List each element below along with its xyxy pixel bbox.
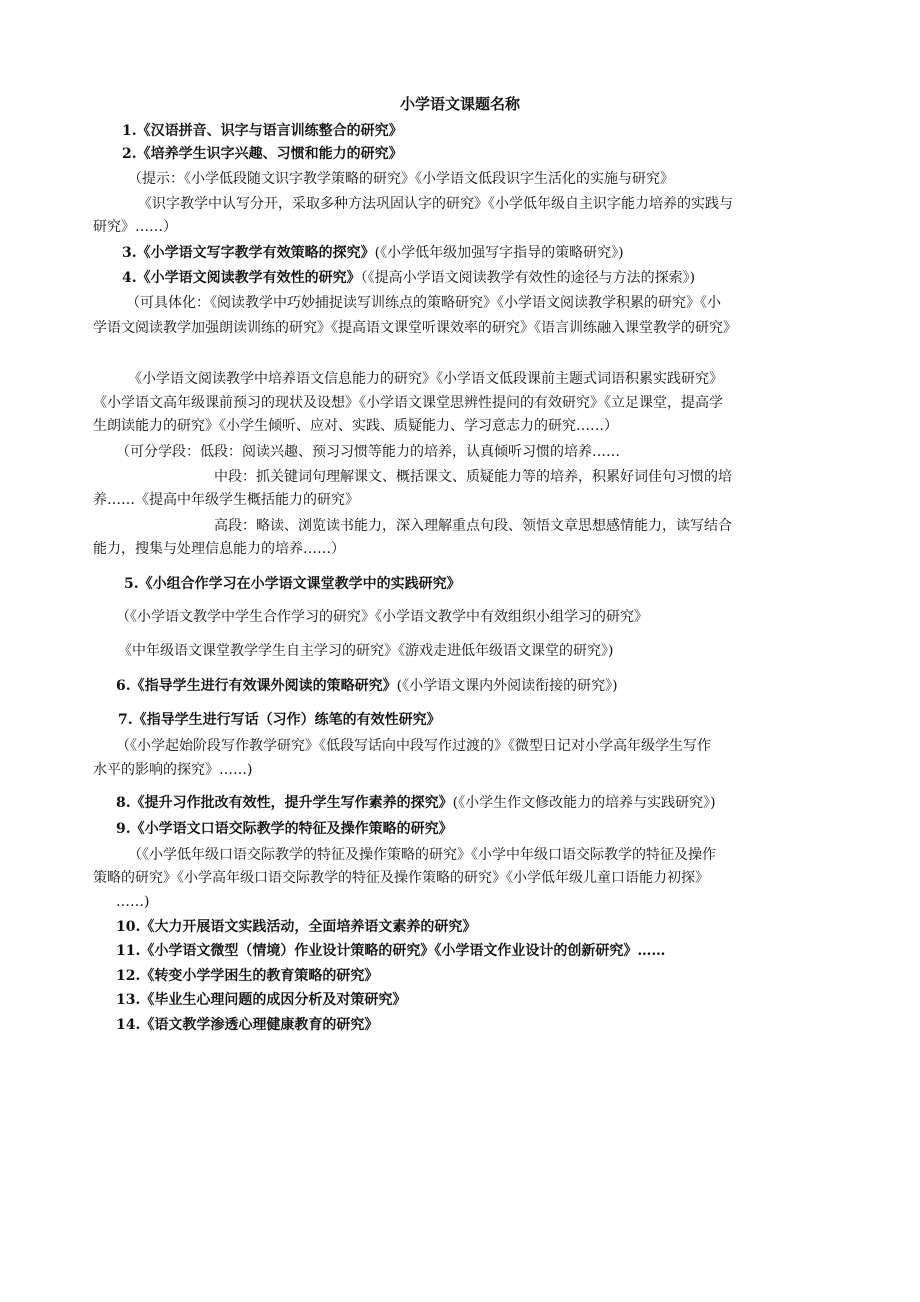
topic-2-hint-line2: 《识字教学中认写分开，采取多种方法巩固认字的研究》《小学低年级自主识字能力培养的实践与: [138, 196, 733, 212]
stage-mid-line2: 养……《提高中年级学生概括能力的研究》: [93, 492, 359, 508]
topic-6-ref: (《小学语文课内外阅读衔接的研究》): [396, 678, 618, 694]
topic-9: 9.《小学语文口语交际教学的特征及操作策略的研究》: [116, 821, 453, 837]
topic-4-title: 4.《小学语文阅读教学有效性的研究》: [122, 270, 361, 286]
topic-2-hint-line3: 研究》……）: [93, 219, 177, 235]
topic-9-ref-line1: （《小学低年级口语交际教学的特征及操作策略的研究》《小学中年级口语交际教学的特征及操作: [128, 847, 716, 863]
stage-high-line1: 高段：略读、浏览读书能力，深入理解重点句段、领悟文章思想感情能力，读写结合: [214, 518, 732, 534]
topic-13: 13.《毕业生心理问题的成因分析及对策研究》: [116, 992, 407, 1008]
topic-3-ref: (《小学低年级加强写字指导的策略研究》): [374, 245, 624, 261]
topic-9-ref-line2: 策略的研究》《小学高年级口语交际教学的特征及操作策略的研究》《小学低年级儿童口语能力初探》: [93, 870, 709, 886]
topic-3: [122, 242, 852, 265]
topic-3-title: 3.《小学语文写字教学有效策略的探究》: [122, 245, 375, 261]
document-title: 小学语文课题名称: [399, 95, 520, 113]
topic-2-hint: （提示：《小学低段随文识字教学策略的研究》《小学语文低段识字生活化的实施与研究》: [128, 171, 674, 187]
topic-1: 1.《汉语拼音、识字与语言训练整合的研究》: [122, 123, 403, 139]
topic-14: 14.《语文教学渗透心理健康教育的研究》: [116, 1017, 379, 1033]
topic-2: 2.《培养学生识字兴趣、习惯和能力的研究》: [122, 146, 403, 162]
topic-4-detail-line2: 学语文阅读教学加强朗读训练的研究》《提高语文课堂听课效率的研究》《语言训练融入课堂教学的研究》: [93, 320, 737, 336]
topic-4-detail-line5: 生朗读能力的研究》《小学生倾听、应对、实践、质疑能力、学习意志力的研究……）: [93, 418, 618, 434]
topic-4-detail-line1: （可具体化：《阅读教学中巧妙捕捉读写训练点的策略研究》《小学语文阅读教学积累的研究》《小: [126, 295, 721, 311]
topic-4-ref: （《提高小学语文阅读教学有效性的途径与方法的探索》): [360, 270, 696, 286]
topic-8-title: 8.《提升习作批改有效性，提升学生写作素养的探究》: [116, 795, 453, 811]
topic-8-ref: (《小学生作文修改能力的培养与实践研究》): [452, 795, 716, 811]
topic-11: 11.《小学语文微型（情境）作业设计策略的研究》《小学语文作业设计的创新研究》……: [116, 943, 666, 959]
topic-5: 5.《小组合作学习在小学语文课堂教学中的实践研究》: [124, 576, 461, 592]
topic-6: [116, 675, 846, 698]
topic-9-ref-line3: ……): [116, 894, 150, 910]
topic-5-ref-line1: （《小学语文教学中学生合作学习的研究》《小学语文教学中有效组织小组学习的研究》: [116, 609, 648, 625]
stage-high-line2: 能力，搜集与处理信息能力的培养……）: [93, 541, 345, 557]
topic-8: [116, 792, 846, 815]
topic-4-detail-line4: 《小学语文高年级课前预习的现状及设想》《小学语文课堂思辨性提问的有效研究》《立足课堂，提高学: [93, 395, 723, 411]
topic-7-ref-line2: 水平的影响的探究》……): [93, 762, 253, 778]
topic-7: 7.《指导学生进行写话（习作）练笔的有效性研究》: [118, 712, 441, 728]
topic-6-title: 6.《指导学生进行有效课外阅读的策略研究》: [116, 678, 397, 694]
topic-7-ref-line1: （《小学起始阶段写作教学研究》《低段写话向中段写作过渡的》《微型日记对小学高年级学生写作: [116, 738, 711, 754]
topic-12: 12.《转变小学学困生的教育策略的研究》: [116, 968, 379, 984]
topic-10: 10.《大力开展语文实践活动，全面培养语文素养的研究》: [116, 919, 477, 935]
topic-4-detail-line3: 《小学语文阅读教学中培养语文信息能力的研究》《小学语文低段课前主题式词语积累实践研究》: [128, 371, 723, 387]
stage-low: （可分学段：低段：阅读兴趣、预习习惯等能力的培养，认真倾听习惯的培养……: [116, 444, 620, 460]
stage-mid-line1: 中段：抓关键词句理解课文、概括课文、质疑能力等的培养，积累好词佳句习惯的培: [214, 469, 732, 485]
topic-5-ref-line2: 《中年级语文课堂教学学生自主学习的研究》《游戏走进低年级语文课堂的研究》): [118, 643, 614, 659]
topic-4: [122, 267, 852, 290]
